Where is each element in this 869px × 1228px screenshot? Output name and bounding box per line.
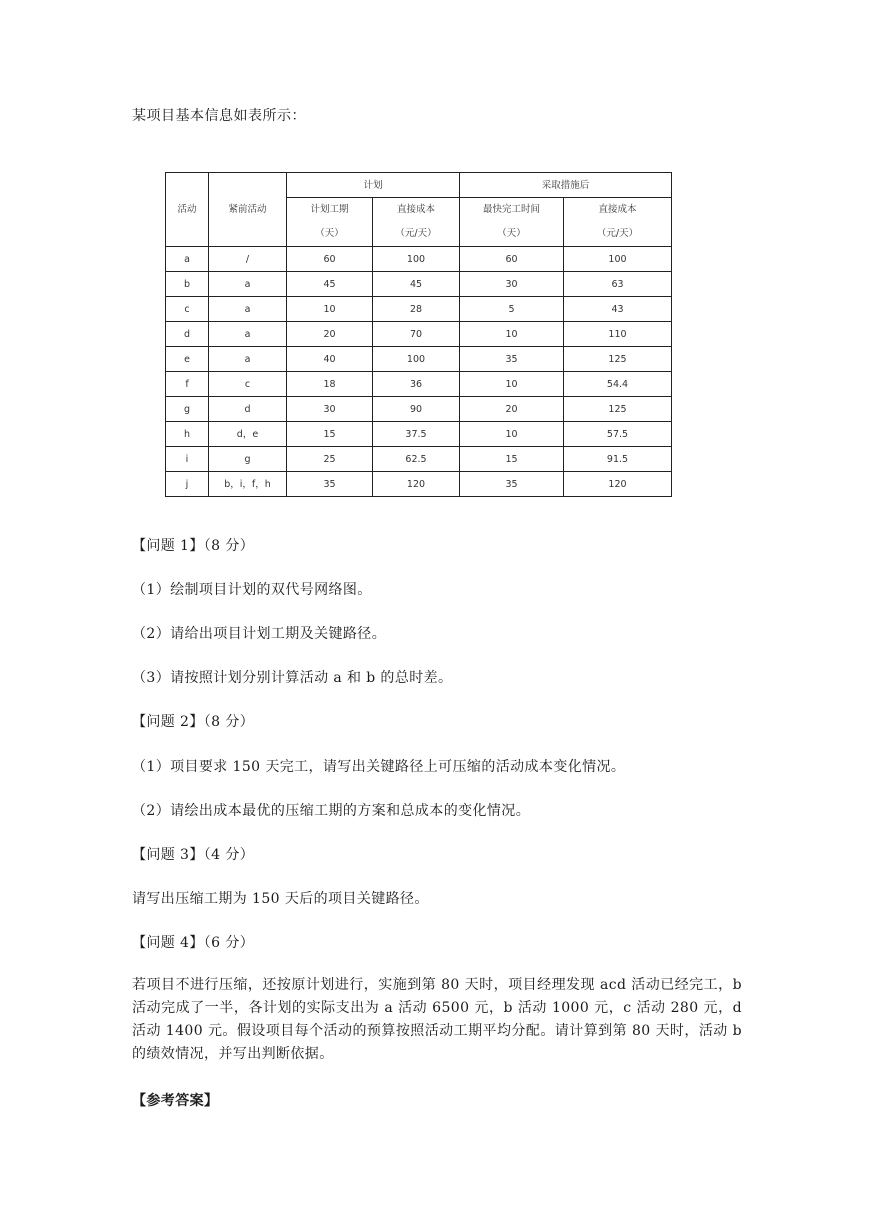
cell-plan-cost: 45 <box>373 272 460 297</box>
cell-plan-cost: 37.5 <box>373 422 460 447</box>
header-plan-duration-line1: 计划工期 <box>310 204 349 215</box>
table-row <box>166 447 672 472</box>
cell-predecessor: a <box>209 322 287 347</box>
cell-plan-duration: 30 <box>287 397 373 422</box>
cell-plan-duration: 35 <box>287 472 373 497</box>
question-2-heading: 【问题 2】（8 分） <box>132 714 255 730</box>
table-row <box>166 247 672 272</box>
cell-plan-duration: 45 <box>287 272 373 297</box>
cell-activity: i <box>166 447 209 472</box>
cell-after-cost: 57.5 <box>564 422 672 447</box>
table-row <box>166 347 672 372</box>
cell-after-cost: 91.5 <box>564 447 672 472</box>
cell-after-cost: 125 <box>564 397 672 422</box>
cell-plan-cost: 36 <box>373 372 460 397</box>
project-info-table <box>165 172 672 497</box>
cell-predecessor: / <box>209 247 287 272</box>
cell-after-duration: 20 <box>460 397 564 422</box>
cell-activity: e <box>166 347 209 372</box>
cell-after-duration: 60 <box>460 247 564 272</box>
question-3-text: 请写出压缩工期为 150 天后的项目关键路径。 <box>132 891 429 907</box>
cell-activity: g <box>166 397 209 422</box>
cell-plan-duration: 40 <box>287 347 373 372</box>
header-plan-cost-line1: 直接成本 <box>396 204 435 215</box>
cell-after-duration: 30 <box>460 272 564 297</box>
cell-after-duration: 35 <box>460 472 564 497</box>
cell-activity: j <box>166 472 209 497</box>
cell-predecessor: a <box>209 347 287 372</box>
cell-after-cost: 110 <box>564 322 672 347</box>
header-activity: 活动 <box>166 173 209 247</box>
cell-activity: f <box>166 372 209 397</box>
table-row <box>166 297 672 322</box>
cell-plan-duration: 18 <box>287 372 373 397</box>
cell-plan-cost: 62.5 <box>373 447 460 472</box>
header-plan-cost-line2: （元/天） <box>395 228 437 239</box>
table-row <box>166 372 672 397</box>
table-row <box>166 422 672 447</box>
cell-plan-cost: 120 <box>373 472 460 497</box>
cell-after-cost: 120 <box>564 472 672 497</box>
table-row <box>166 272 672 297</box>
question-1-item-1: （1）绘制项目计划的双代号网络图。 <box>132 582 372 598</box>
question-1-item-3: （3）请按照计划分别计算活动 a 和 b 的总时差。 <box>132 670 453 686</box>
question-3-heading: 【问题 3】（4 分） <box>132 847 255 863</box>
header-after-duration <box>460 198 564 247</box>
cell-after-duration: 15 <box>460 447 564 472</box>
cell-after-duration: 5 <box>460 297 564 322</box>
question-1-item-2: （2）请给出项目计划工期及关键路径。 <box>132 626 387 642</box>
cell-after-cost: 54.4 <box>564 372 672 397</box>
header-after-cost-line1: 直接成本 <box>598 204 637 215</box>
cell-after-cost: 125 <box>564 347 672 372</box>
header-plan-cost <box>373 198 460 247</box>
table-row <box>166 322 672 347</box>
cell-predecessor: c <box>209 372 287 397</box>
header-after-cost-line2: （元/天） <box>596 228 639 239</box>
cell-plan-cost: 90 <box>373 397 460 422</box>
header-plan: 计划 <box>287 173 460 198</box>
cell-after-cost: 43 <box>564 297 672 322</box>
question-4-heading: 【问题 4】（6 分） <box>132 935 255 951</box>
cell-after-cost: 100 <box>564 247 672 272</box>
cell-predecessor: a <box>209 272 287 297</box>
header-predecessor: 紧前活动 <box>209 173 287 247</box>
cell-predecessor: a <box>209 297 287 322</box>
header-after-duration-line1: 最快完工时间 <box>482 204 540 215</box>
cell-activity: c <box>166 297 209 322</box>
cell-after-duration: 10 <box>460 322 564 347</box>
cell-predecessor: d，e <box>209 422 287 447</box>
table-row <box>166 472 672 497</box>
cell-predecessor: d <box>209 397 287 422</box>
header-after: 采取措施后 <box>460 173 672 198</box>
cell-plan-cost: 100 <box>373 247 460 272</box>
cell-plan-cost: 70 <box>373 322 460 347</box>
cell-after-duration: 35 <box>460 347 564 372</box>
cell-predecessor: g <box>209 447 287 472</box>
cell-plan-duration: 25 <box>287 447 373 472</box>
cell-activity: b <box>166 272 209 297</box>
cell-activity: d <box>166 322 209 347</box>
header-plan-duration <box>287 198 373 247</box>
answer-heading: 【参考答案】 <box>132 1093 219 1109</box>
cell-plan-duration: 60 <box>287 247 373 272</box>
cell-plan-cost: 28 <box>373 297 460 322</box>
header-after-cost <box>564 198 672 247</box>
cell-activity: a <box>166 247 209 272</box>
question-2-item-1: （1）项目要求 150 天完工，请写出关键路径上可压缩的活动成本变化情况。 <box>132 759 626 775</box>
question-2-item-2: （2）请绘出成本最优的压缩工期的方案和总成本的变化情况。 <box>132 803 531 819</box>
cell-plan-cost: 100 <box>373 347 460 372</box>
cell-after-duration: 10 <box>460 422 564 447</box>
question-4-text: 若项目不进行压缩，还按原计划进行，实施到第 80 天时，项目经理发现 acd 活动已经完工，b 活动完成了一半，各计划的实际支出为 a 活动 6500 元，b 活动 1000 元，c 活动 280 元，d 活动 1400 元。假设项目每个活动的预算按照活动工期平均分配。请计算到第 80 天时，活动 b 的绩效情况，并写出判断依据。 <box>132 977 742 1062</box>
question-1-heading: 【问题 1】（8 分） <box>132 538 255 554</box>
cell-after-cost: 63 <box>564 272 672 297</box>
cell-plan-duration: 20 <box>287 322 373 347</box>
table-row <box>166 397 672 422</box>
cell-plan-duration: 15 <box>287 422 373 447</box>
cell-predecessor: b，i，f，h <box>209 472 287 497</box>
header-after-duration-line2: （天） <box>497 228 526 239</box>
cell-plan-duration: 10 <box>287 297 373 322</box>
intro-text: 某项目基本信息如表所示： <box>132 108 306 124</box>
cell-activity: h <box>166 422 209 447</box>
cell-after-duration: 10 <box>460 372 564 397</box>
header-plan-duration-line2: （天） <box>315 228 344 239</box>
